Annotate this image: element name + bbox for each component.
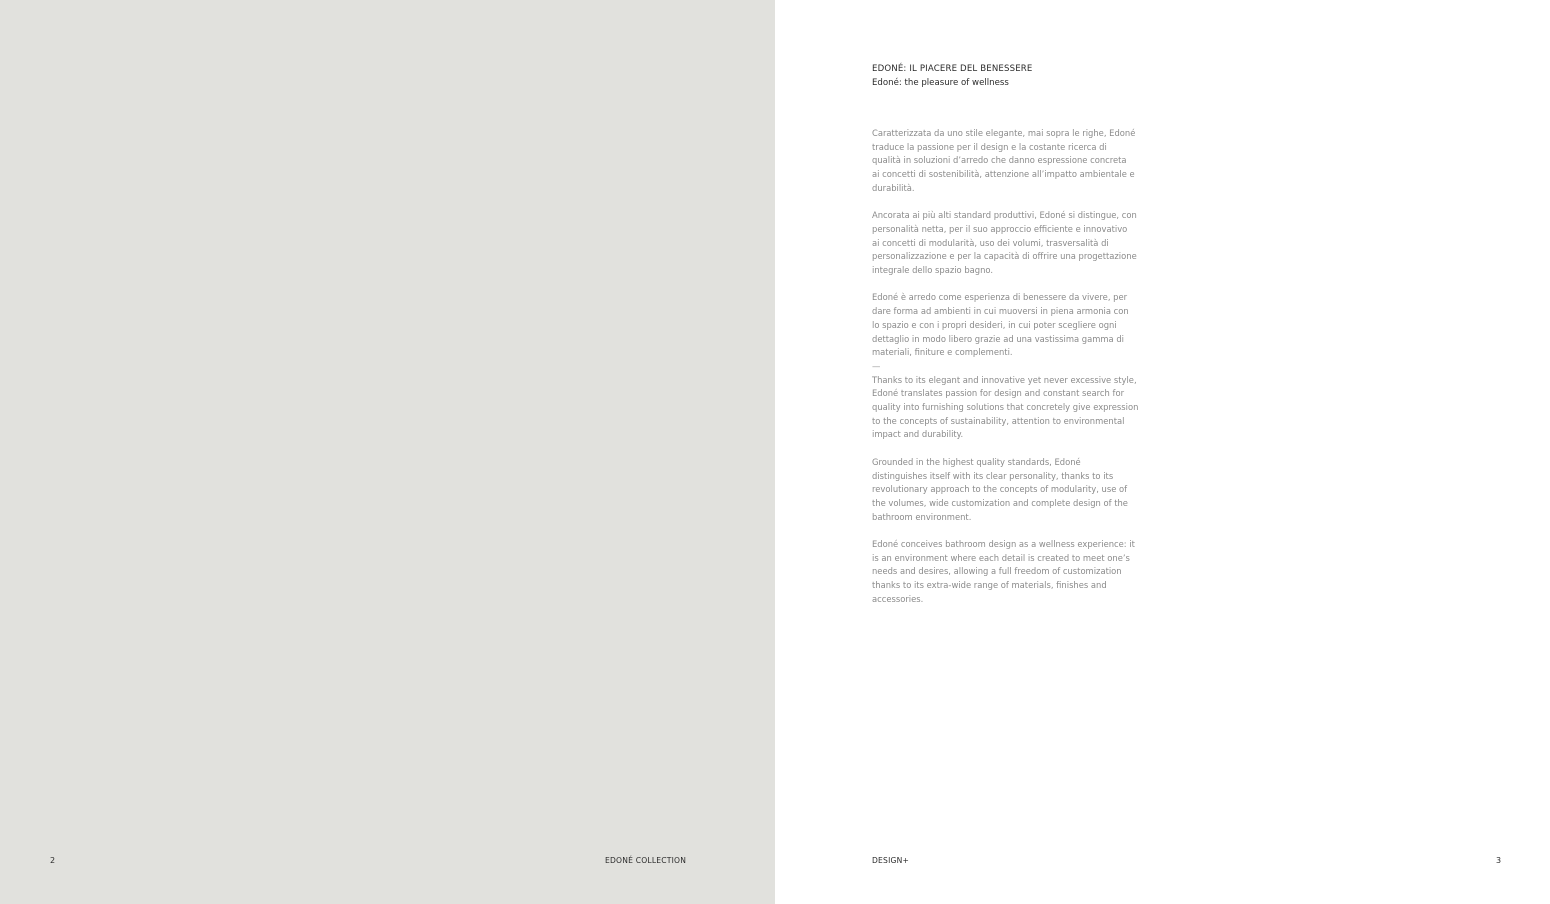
page-title: EDONÉ: IL PIACERE DEL BENESSERE xyxy=(872,64,1033,74)
text-line: lo spazio e con i propri desideri, in cui poter scegliere ogni xyxy=(872,319,1117,330)
page-subtitle: Edoné: the pleasure of wellness xyxy=(872,77,1009,88)
text-line: quality into furnishing solutions that concretely give expression xyxy=(872,402,1139,413)
text-line: thanks to its extra-wide range of materials, finishes and xyxy=(872,580,1107,591)
text-line: durabilità. xyxy=(872,182,915,193)
text-line: Edoné conceives bathroom design as a wellness experience: it xyxy=(872,539,1135,550)
text-line: Ancorata ai più alti standard produttivi, Edoné si distingue, con xyxy=(872,210,1137,221)
text-line: distinguishes itself with its clear personality, thanks to its xyxy=(872,470,1114,481)
text-line: Thanks to its elegant and innovative yet never excessive style, xyxy=(872,374,1137,385)
text-line: personalizzazione e per la capacità di offrire una progettazione xyxy=(872,251,1137,262)
body-text xyxy=(872,127,1142,620)
english-paragraph xyxy=(872,538,1142,607)
running-title-right: DESIGN+ xyxy=(872,856,910,865)
italian-paragraph xyxy=(872,209,1142,278)
text-line: the volumes, wide customization and complete design of the xyxy=(872,497,1128,508)
english-paragraph xyxy=(872,374,1142,443)
right-page xyxy=(775,0,1550,904)
text-line: qualità in soluzioni d’arredo che danno espressione concreta xyxy=(872,155,1127,166)
italian-paragraph xyxy=(872,127,1142,196)
italian-paragraph xyxy=(872,291,1142,360)
text-line: integrale dello spazio bagno. xyxy=(872,265,994,276)
text-line: dettaglio in modo libero grazie ad una vastissima gamma di xyxy=(872,333,1124,344)
text-line: traduce la passione per il design e la costante ricerca di xyxy=(872,141,1107,152)
text-line: revolutionary approach to the concepts of modularity, use of xyxy=(872,484,1128,495)
text-line: materiali, finiture e complementi. xyxy=(872,347,1013,358)
text-line: Grounded in the highest quality standards, Edoné xyxy=(872,456,1081,467)
text-line: to the concepts of sustainability, attention to environmental xyxy=(872,415,1125,426)
running-title-left: EDONÉ COLLECTION xyxy=(605,856,687,865)
page-number-right: 3 xyxy=(1496,856,1502,865)
text-line: Edoné translates passion for design and constant search for xyxy=(872,388,1125,399)
text-line: Edoné è arredo come esperienza di benessere da vivere, per xyxy=(872,292,1128,303)
text-line: bathroom environment. xyxy=(872,511,972,522)
text-line: accessories. xyxy=(872,593,924,604)
text-line: needs and desires, allowing a full freedom of customization xyxy=(872,566,1122,577)
text-line: personalità netta, per il suo approccio efficiente e innovativo xyxy=(872,223,1128,234)
text-line: Caratterizzata da uno stile elegante, mai sopra le righe, Edoné xyxy=(872,128,1136,138)
text-line: is an environment where each detail is created to meet one’s xyxy=(872,552,1130,563)
text-line: ai concetti di sostenibilità, attenzione all’impatto ambientale e xyxy=(872,169,1135,180)
language-divider: — xyxy=(872,360,881,371)
text-line: ai concetti di modularità, uso dei volumi, trasversalità di xyxy=(872,237,1109,248)
page-heading xyxy=(872,63,1172,90)
text-line: dare forma ad ambienti in cui muoversi in piena armonia con xyxy=(872,306,1129,317)
text-line: impact and durability. xyxy=(872,429,964,440)
page-number-left: 2 xyxy=(50,856,56,865)
english-paragraph xyxy=(872,456,1142,525)
